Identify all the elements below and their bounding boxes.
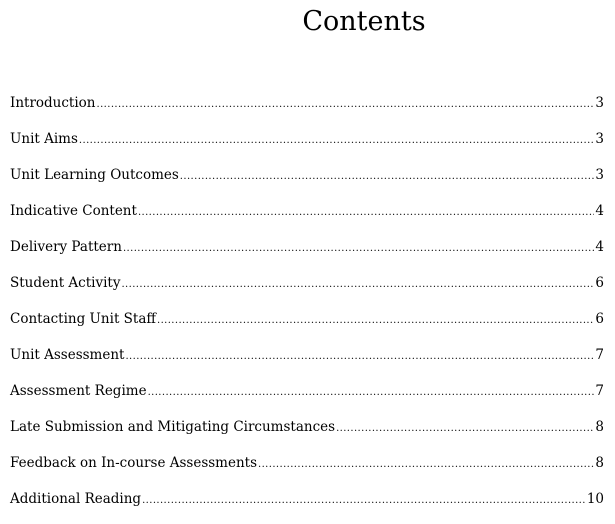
toc-entry-introduction[interactable] <box>10 92 604 128</box>
toc-entry-page-number: 3 <box>595 95 604 111</box>
dot-leader <box>148 380 595 404</box>
page-title: Contents <box>302 6 426 37</box>
dot-leader <box>121 272 594 296</box>
toc-entry-student-activity[interactable] <box>10 272 604 308</box>
toc-entry-label: Indicative Content <box>10 203 137 219</box>
toc-entry-page-number: 7 <box>595 383 604 399</box>
toc-entry-label: Late Submission and Mitigating Circumstances <box>10 419 336 435</box>
toc-entry-label: Unit Aims <box>10 131 78 147</box>
toc-entry-page-number: 6 <box>595 311 604 327</box>
toc-entry-unit-aims[interactable] <box>10 128 604 164</box>
toc-entry-page-number: 7 <box>595 347 604 363</box>
dot-leader <box>79 128 595 152</box>
dot-leader <box>180 164 595 188</box>
dot-leader <box>258 452 594 476</box>
toc-entry-label: Assessment Regime <box>10 383 147 399</box>
dot-leader <box>138 200 594 224</box>
toc-entry-page-number: 4 <box>595 203 604 219</box>
toc-entry-page-number: 3 <box>595 131 604 147</box>
toc-entry-label: Contacting Unit Staff <box>10 311 156 327</box>
toc-entry-label: Student Activity <box>10 275 121 291</box>
dot-leader <box>125 344 594 368</box>
toc-entry-page-number: 8 <box>595 455 604 471</box>
dot-leader <box>157 308 594 332</box>
toc-entry-delivery-pattern[interactable] <box>10 236 604 272</box>
toc-entry-unit-assessment[interactable] <box>10 344 604 380</box>
dot-leader <box>336 416 594 440</box>
dot-leader <box>123 236 594 260</box>
toc-entry-label: Feedback on In-course Assessments <box>10 455 258 471</box>
toc-entry-page-number: 8 <box>595 419 604 435</box>
toc-entry-label: Unit Learning Outcomes <box>10 167 179 183</box>
toc-entry-page-number: 6 <box>595 275 604 291</box>
dot-leader <box>142 488 586 512</box>
toc-entry-unit-learning-outcomes[interactable] <box>10 164 604 200</box>
toc-entry-label: Introduction <box>10 95 96 111</box>
toc-entry-page-number: 10 <box>586 491 604 507</box>
toc-entry-label: Delivery Pattern <box>10 239 122 255</box>
toc-entry-late-submission[interactable] <box>10 416 604 452</box>
toc-entry-page-number: 4 <box>595 239 604 255</box>
toc-entry-feedback[interactable] <box>10 452 604 488</box>
toc-entry-contacting-unit-staff[interactable] <box>10 308 604 344</box>
table-of-contents <box>10 92 604 524</box>
toc-entry-assessment-regime[interactable] <box>10 380 604 416</box>
toc-entry-indicative-content[interactable] <box>10 200 604 236</box>
toc-entry-page-number: 3 <box>595 167 604 183</box>
dot-leader <box>97 92 595 116</box>
toc-entry-label: Unit Assessment <box>10 347 125 363</box>
toc-entry-label: Additional Reading <box>10 491 142 507</box>
toc-entry-additional-reading[interactable] <box>10 488 604 524</box>
